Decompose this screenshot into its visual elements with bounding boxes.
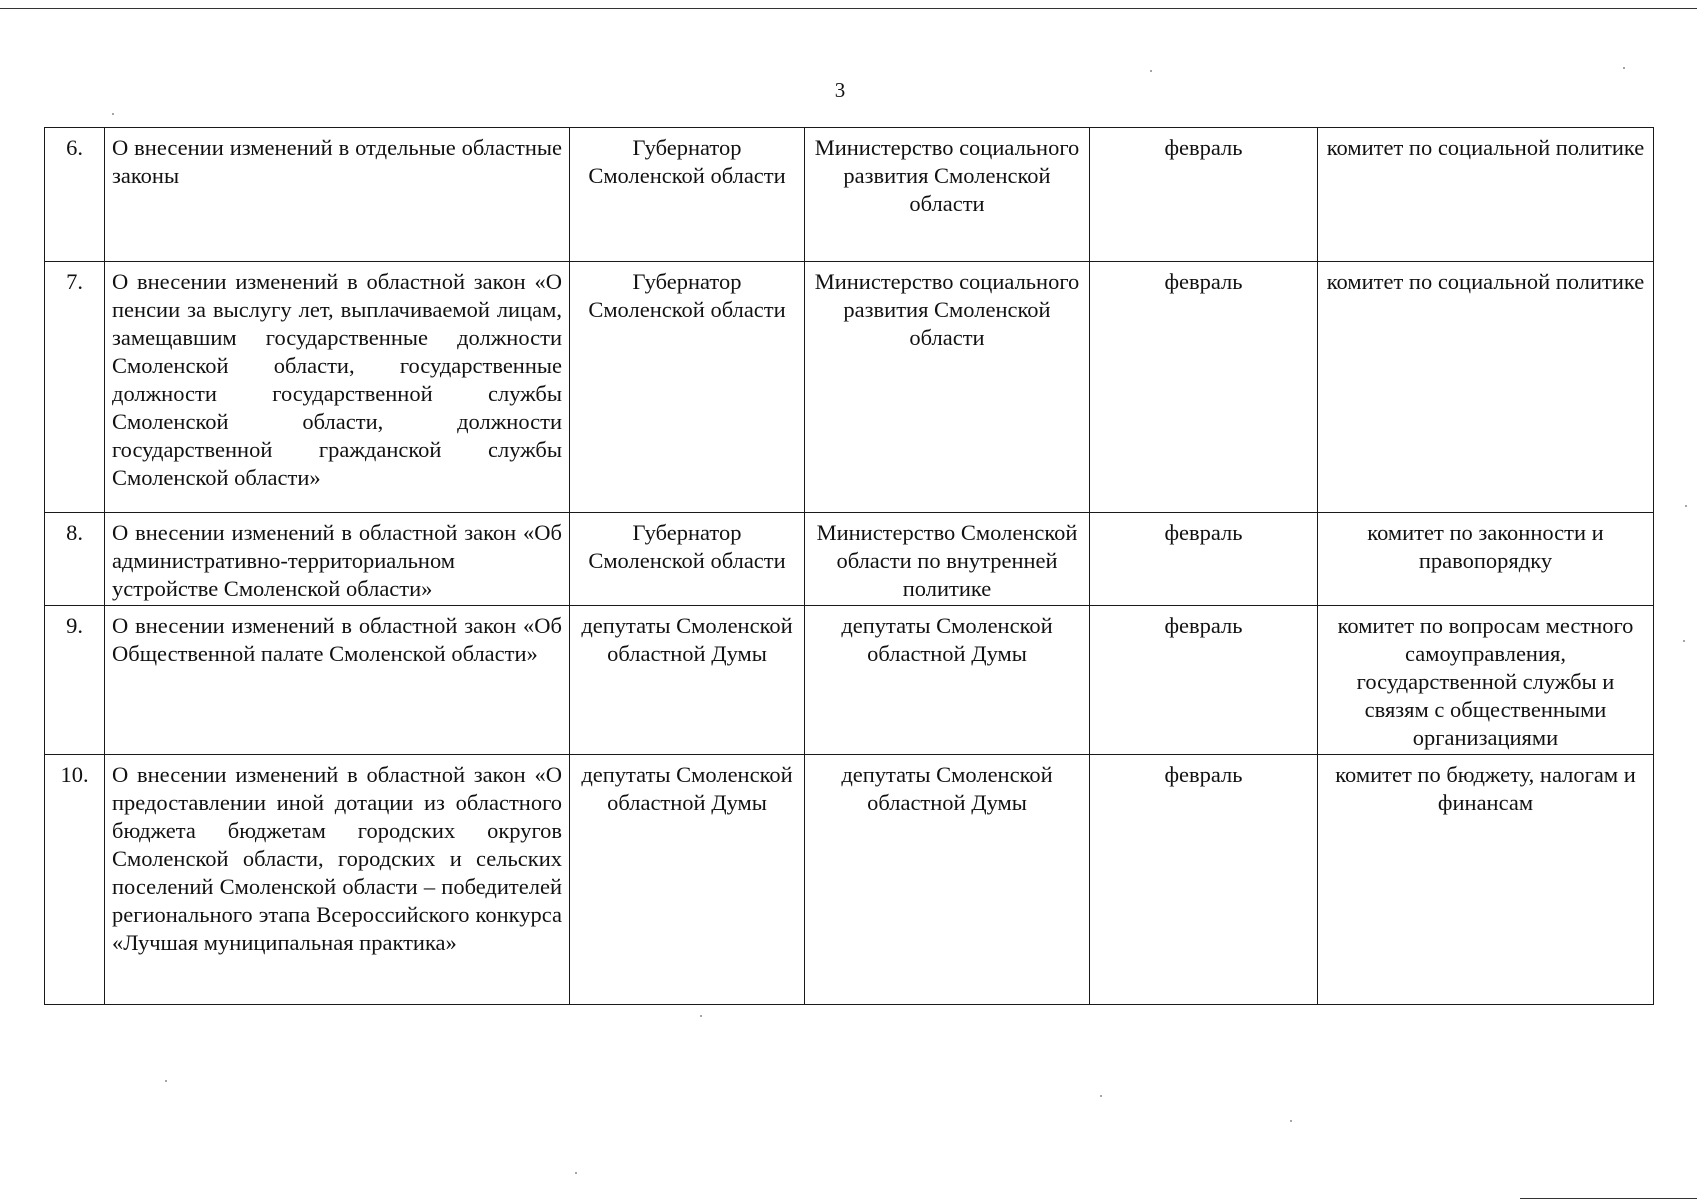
bill-developer: депутаты Смоленской областной Думы — [805, 606, 1090, 755]
bill-initiator: депутаты Смоленской областной Думы — [570, 755, 805, 1005]
bill-title: О внесении изменений в областной закон «О предоставлении иной дотации из областного бюджета бюджетам городских округов Смоленской области, городских и сельских поселений Смоленской области – победителей регионального этапа Всероссийского конкурса «Лучшая муниципальная практика» — [105, 755, 570, 1005]
bill-initiator: депутаты Смоленской областной Думы — [570, 606, 805, 755]
bill-title: О внесении изменений в областной закон «О пенсии за выслугу лет, выплачиваемой лицам, замещавшим государственные должности Смоленской области, государственные должности государственной службы Смоленской области, должности государственной гражданской службы Смоленской области» — [105, 262, 570, 513]
table-row — [45, 128, 1654, 262]
legislative-plan-table — [44, 127, 1654, 1005]
bill-developer: Министерство социального развития Смоленской области — [805, 128, 1090, 262]
table-row — [45, 262, 1654, 513]
responsible-committee: комитет по социальной политике — [1318, 128, 1654, 262]
table-row — [45, 606, 1654, 755]
row-number: 6. — [45, 128, 105, 262]
top-scan-rule — [0, 8, 1697, 9]
bill-title: О внесении изменений в областной закон «Об административно-территориальном устройстве Смоленской области» — [105, 513, 570, 606]
bill-initiator: Губернатор Смоленской области — [570, 128, 805, 262]
row-number: 10. — [45, 755, 105, 1005]
bill-month: февраль — [1090, 755, 1318, 1005]
scan-speck — [1290, 1120, 1292, 1122]
scan-speck — [1150, 70, 1152, 72]
scan-speck — [700, 1015, 702, 1017]
bill-initiator: Губернатор Смоленской области — [570, 262, 805, 513]
scan-speck — [112, 113, 114, 115]
scan-speck — [1100, 1095, 1102, 1097]
bill-developer: Министерство социального развития Смоленской области — [805, 262, 1090, 513]
responsible-committee: комитет по вопросам местного самоуправления, государственной службы и связям с общественными организациями — [1318, 606, 1654, 755]
bill-title: О внесении изменений в отдельные областные законы — [105, 128, 570, 262]
bill-developer: депутаты Смоленской областной Думы — [805, 755, 1090, 1005]
responsible-committee: комитет по законности и правопорядку — [1318, 513, 1654, 606]
scan-speck — [1685, 505, 1687, 507]
table-row — [45, 755, 1654, 1005]
scan-speck — [1623, 67, 1625, 69]
scan-speck — [165, 1080, 167, 1082]
responsible-committee: комитет по социальной политике — [1318, 262, 1654, 513]
table-row — [45, 513, 1654, 606]
page-number: 3 — [834, 78, 846, 102]
bill-initiator: Губернатор Смоленской области — [570, 513, 805, 606]
bottom-scan-rule — [1520, 1198, 1697, 1199]
bill-title: О внесении изменений в областной закон «Об Общественной палате Смоленской области» — [105, 606, 570, 755]
scan-speck — [1683, 640, 1685, 642]
row-number: 9. — [45, 606, 105, 755]
bill-month: февраль — [1090, 513, 1318, 606]
bill-month: февраль — [1090, 606, 1318, 755]
bill-developer: Министерство Смоленской области по внутренней политике — [805, 513, 1090, 606]
bill-month: февраль — [1090, 128, 1318, 262]
row-number: 8. — [45, 513, 105, 606]
row-number: 7. — [45, 262, 105, 513]
bill-month: февраль — [1090, 262, 1318, 513]
scan-speck — [575, 1172, 577, 1174]
responsible-committee: комитет по бюджету, налогам и финансам — [1318, 755, 1654, 1005]
